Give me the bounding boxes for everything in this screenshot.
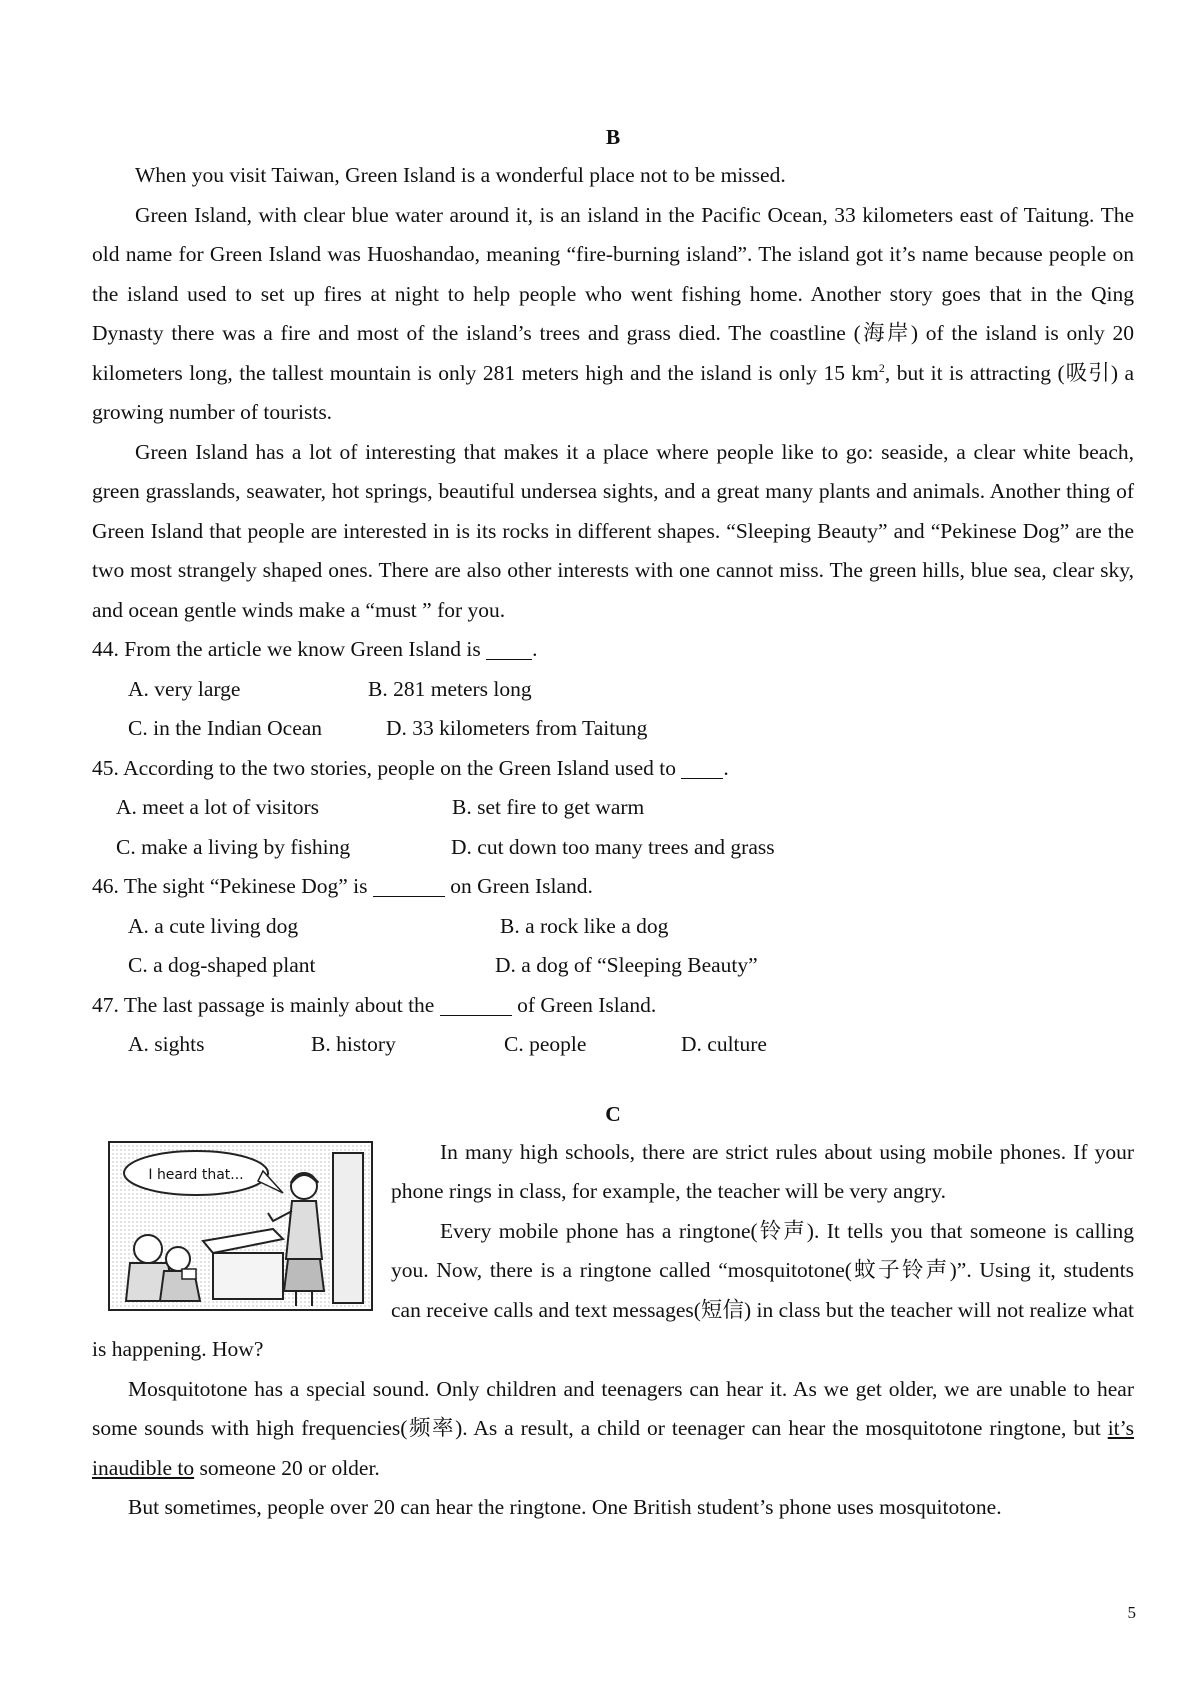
p2-superscript: 2 bbox=[878, 360, 885, 375]
section-b-paragraph-1: When you visit Taiwan, Green Island is a wonderful place not to be missed. bbox=[135, 163, 786, 187]
q46-option-d: D. a dog of “Sleeping Beauty” bbox=[495, 953, 758, 977]
q47-option-d: D. culture bbox=[681, 1032, 767, 1056]
question-47 bbox=[92, 986, 1134, 1026]
q46-option-a: A. a cute living dog bbox=[128, 913, 299, 938]
q44-option-b: B. 281 meters long bbox=[368, 676, 532, 701]
classroom-illustration bbox=[108, 1141, 373, 1311]
q45-options-row-1 bbox=[92, 788, 1134, 828]
section-c-paragraph-2: Every mobile phone has a ringtone(铃声). It tells you that someone is calling you. Now, there is a ringtone called “mosquitotone(蚊子铃声)”. Using it, students can receive calls and text messages(短信) in class but the teacher will not realize what is happening. How? bbox=[92, 1218, 1134, 1361]
p2-text-a: Green Island, with clear blue water around it, is an island in the Pacific Ocean, 33 kilometers east of Taitung. The old name for Green Island was Huoshandao, meaning “fire-burning island”. The island got it’s name because people on the island used to set up fires at night to help people who went fishing home. Another story goes that in the Qing Dynasty there was a fire and most of the island’s trees and grass died. The coastline (海岸) of the island is only 20 kilometers long, the tallest mountain is only 281 meters high and the island is only 15 km bbox=[92, 202, 1134, 385]
question-44 bbox=[92, 630, 1134, 670]
question-46 bbox=[92, 867, 1134, 907]
section-c-paragraph-3 bbox=[92, 1370, 1134, 1489]
exam-page bbox=[92, 118, 1134, 1528]
q45-stem-a: 45. According to the two stories, people on the Green Island used to bbox=[92, 755, 682, 780]
q46-option-b: B. a rock like a dog bbox=[500, 913, 669, 938]
q47-option-b: B. history bbox=[311, 1032, 396, 1056]
q44-stem-a: 44. From the article we know Green Island is bbox=[92, 637, 487, 661]
q46-options-row-2 bbox=[92, 946, 1134, 986]
q47-options-row bbox=[92, 1025, 1134, 1065]
section-c-paragraph-1: In many high schools, there are strict rules about using mobile phones. If your phone rings in class, for example, the teacher will be very angry. bbox=[391, 1139, 1134, 1203]
q45-option-d: D. cut down too many trees and grass bbox=[451, 834, 775, 859]
q46-stem-b: on Green Island. bbox=[444, 874, 593, 898]
q44-options-row-1 bbox=[92, 670, 1134, 710]
q45-blank bbox=[681, 756, 723, 779]
q44-option-a: A. very large bbox=[128, 676, 241, 701]
q44-blank bbox=[486, 637, 532, 660]
q44-option-d: D. 33 kilometers from Taitung bbox=[386, 716, 648, 740]
q45-option-b: B. set fire to get warm bbox=[452, 795, 645, 819]
q47-option-c: C. people bbox=[504, 1032, 587, 1056]
q47-stem-a: 47. The last passage is mainly about the bbox=[92, 992, 440, 1017]
classroom-cartoon-drawing bbox=[108, 1141, 373, 1311]
section-c-heading: C bbox=[605, 1101, 621, 1126]
speech-bubble-text: I heard that... bbox=[148, 1166, 244, 1183]
underlined-phrase: it’s inaudible to bbox=[92, 1416, 1134, 1480]
c-p3-text-b: someone 20 or older. bbox=[194, 1455, 380, 1480]
q47-option-a: A. sights bbox=[128, 1032, 205, 1056]
q45-option-a: A. meet a lot of visitors bbox=[116, 795, 320, 819]
section-b-paragraph-3: Green Island has a lot of interesting that makes it a place where people like to go: seaside, a clear white beach, green grasslands, seawater, hot springs, beautiful undersea sights, and a great many plants and animals. Another thing of Green Island that people are interested in is its rocks in different shapes. “Sleeping Beauty” and “Pekinese Dog” are the two most strangely shaped ones. There are also other interests with one cannot miss. The green hills, blue sea, clear sky, and ocean gentle winds make a “must ” for you. bbox=[92, 439, 1134, 622]
q44-option-c: C. in the Indian Ocean bbox=[128, 716, 323, 740]
q44-options-row-2 bbox=[92, 709, 1134, 749]
q46-blank bbox=[373, 874, 445, 897]
page-number: 5 bbox=[1127, 1603, 1136, 1622]
c-p3-text-a: Mosquitotone has a special sound. Only children and teenagers can hear it. As we get older, we are unable to hear some sounds with high frequencies(频率). As a result, a child or teenager can hear the mosquitotone ringtone, but bbox=[92, 1376, 1134, 1440]
q45-stem-b: . bbox=[723, 755, 729, 780]
q44-stem-b: . bbox=[532, 637, 538, 661]
q47-stem-b: of Green Island. bbox=[511, 992, 657, 1017]
section-b-heading: B bbox=[605, 125, 621, 149]
q45-options-row-2 bbox=[92, 828, 1134, 868]
q45-option-c: C. make a living by fishing bbox=[116, 834, 351, 859]
q46-options-row-1 bbox=[92, 907, 1134, 947]
question-45 bbox=[92, 749, 1134, 789]
p2-text-b: , but it is attracting (吸引) a growing number of tourists. bbox=[92, 360, 1134, 424]
section-b-paragraph-2 bbox=[92, 196, 1134, 433]
q46-stem-a: 46. The sight “Pekinese Dog” is bbox=[92, 874, 373, 898]
q46-option-c: C. a dog-shaped plant bbox=[128, 953, 316, 977]
q47-blank bbox=[440, 993, 512, 1016]
section-c-paragraph-4: But sometimes, people over 20 can hear the ringtone. One British student’s phone uses mosquitotone. bbox=[128, 1495, 1002, 1519]
